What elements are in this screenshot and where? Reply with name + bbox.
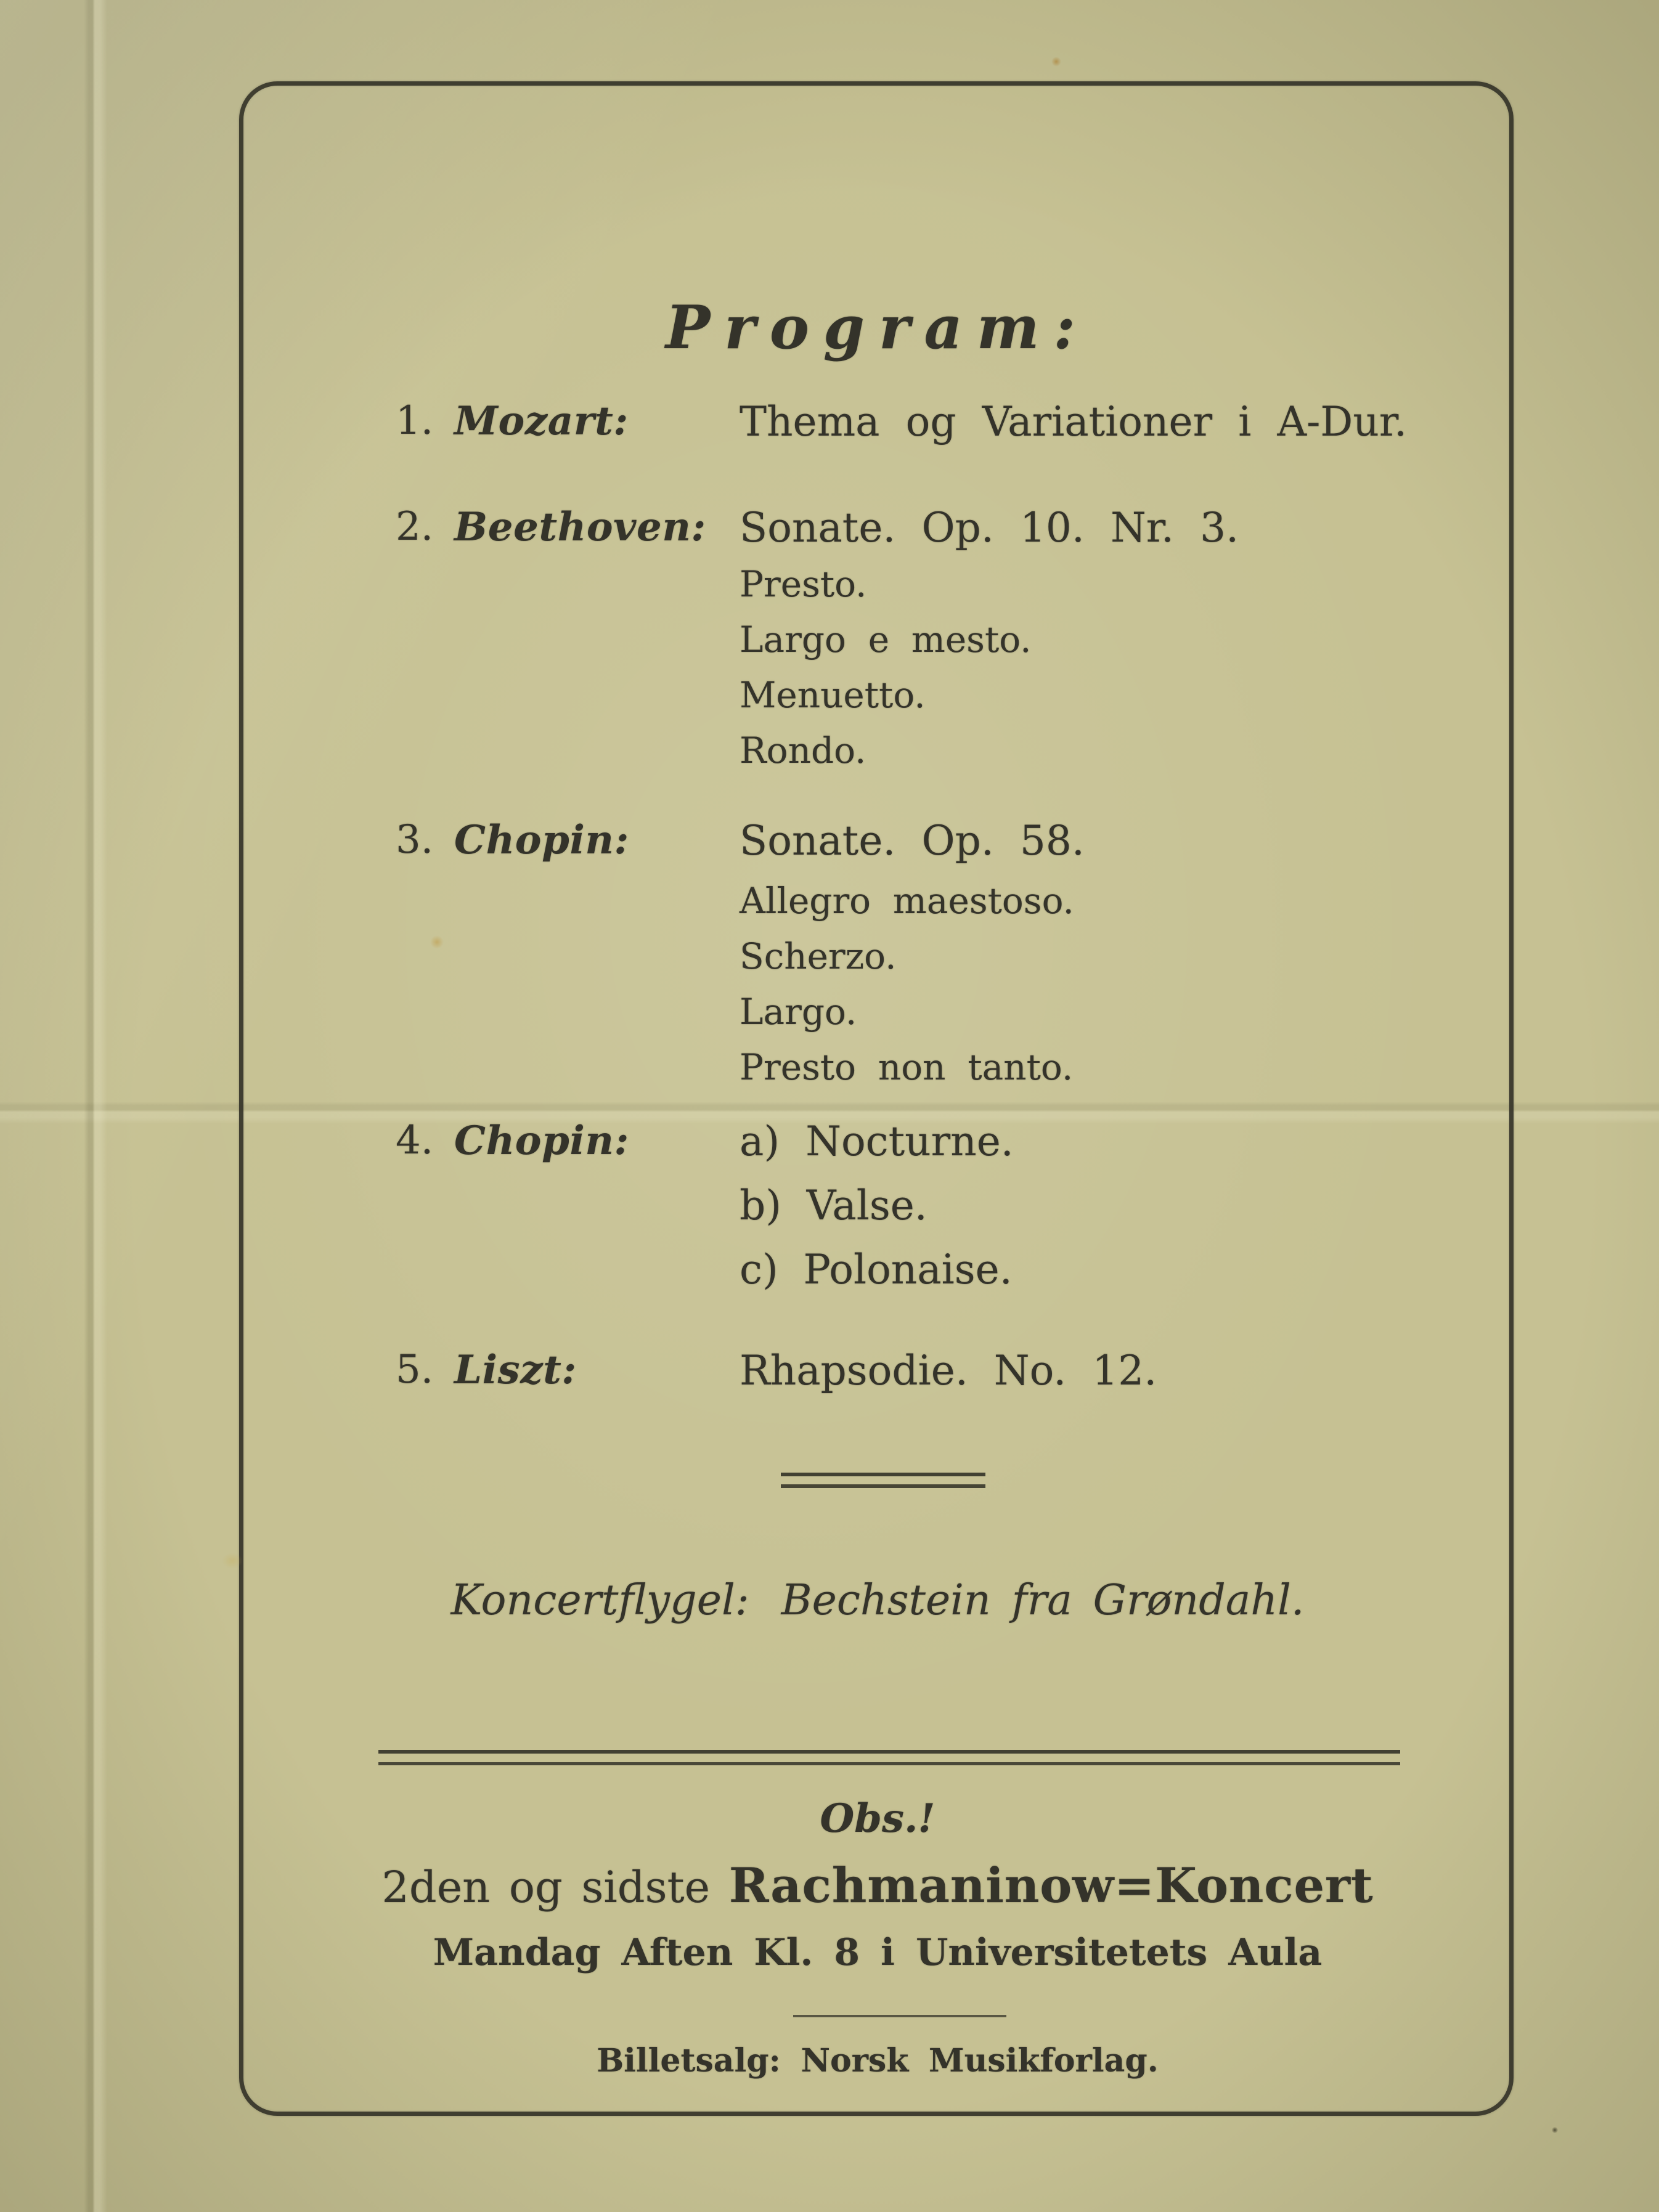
movement-label: Scherzo. (740, 935, 897, 977)
movement-label: Allegro maestoso. (740, 880, 1074, 922)
work-title: Sonate. Op. 10. Nr. 3. (740, 504, 1239, 551)
movement-label: Menuetto. (740, 674, 926, 716)
work-title: a) Nocturne. (740, 1118, 1014, 1165)
composer-name: Mozart: (454, 398, 629, 444)
section-divider-double-short (781, 1473, 985, 1488)
movement-label: Presto. (740, 563, 867, 605)
notice-concert-name: Rachmaninow=Koncert (728, 1858, 1374, 1914)
movement-label: Presto non tanto. (740, 1046, 1074, 1088)
composer-name: Liszt: (454, 1347, 577, 1393)
composer-name: Beethoven: (454, 504, 706, 550)
notice-line-concert (240, 1858, 1515, 1914)
item-number: 1. (396, 398, 434, 444)
work-title: Thema og Variationer i A-Dur. (740, 398, 1408, 445)
movement-label: c) Polonaise. (740, 1246, 1013, 1293)
work-title: Sonate. Op. 58. (740, 817, 1085, 864)
movement-label: Largo e mesto. (740, 619, 1032, 661)
work-title: Rhapsodie. No. 12. (740, 1347, 1157, 1394)
piano-credit-value: Bechstein fra Grøndahl. (781, 1576, 1305, 1625)
movement-label: b) Valse. (740, 1182, 927, 1229)
section-divider-double-full (378, 1750, 1400, 1765)
paper-stain (1552, 2127, 1558, 2133)
item-number: 4. (396, 1118, 434, 1163)
page-title: Program: (665, 293, 1090, 363)
movement-label: Rondo. (740, 730, 866, 771)
composer-name: Chopin: (454, 1118, 629, 1164)
notice-heading: Obs.! (820, 1795, 935, 1842)
piano-credit-label: Koncertflygel: (450, 1576, 749, 1625)
item-number: 5. (396, 1347, 434, 1393)
notice-line-venue: Mandag Aften Kl. 8 i Universitetets Aula (433, 1931, 1323, 1974)
paper-stain (1051, 57, 1061, 67)
movement-label: Largo. (740, 991, 857, 1033)
notice-divider-thin (793, 2015, 1006, 2017)
item-number: 3. (396, 817, 434, 863)
notice-line-tickets: Billetsalg: Norsk Musikforlag. (597, 2042, 1159, 2080)
composer-name: Chopin: (454, 817, 629, 863)
item-number: 2. (396, 504, 434, 550)
notice-prefix: 2den og sidste (381, 1862, 729, 1913)
piano-credit-line (240, 1576, 1515, 1625)
